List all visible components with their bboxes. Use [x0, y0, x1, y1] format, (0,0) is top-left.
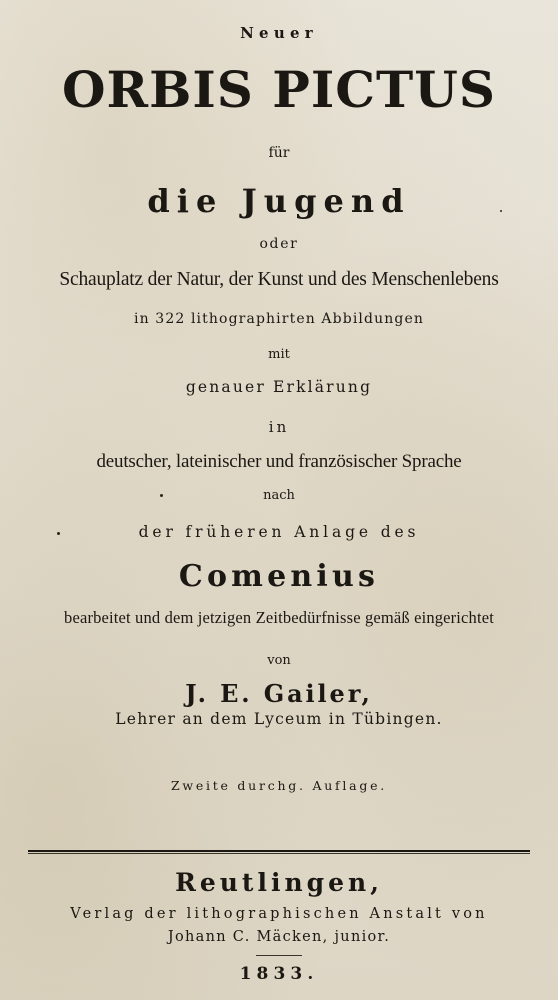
nach-line: nach: [263, 488, 295, 503]
paper-speck: [160, 494, 163, 497]
paper-speck: [57, 532, 60, 535]
imprint-publisher: Verlag der lithographischen Anstalt von: [70, 906, 488, 922]
comenius-line: Comenius: [178, 559, 380, 594]
imprint-rule: [28, 850, 530, 852]
languages-line: deutscher, lateinischer und französischer Sprache: [96, 451, 462, 472]
illustrations-line: in 322 lithographirten Abbildungen: [134, 311, 424, 327]
oder-line: oder: [259, 236, 299, 252]
author-role-line: Lehrer an dem Lyceum in Tübingen.: [115, 710, 443, 728]
revised-line: bearbeitet und dem jetzigen Zeitbedürfnisse gemäß eingerichtet: [64, 608, 494, 627]
von-line: von: [267, 653, 291, 668]
imprint-year: 1833.: [239, 964, 319, 984]
author-line: J. E. Gailer,: [185, 679, 373, 708]
in-line: in: [268, 418, 290, 436]
imprint-rule-thin: [28, 853, 530, 854]
imprint-city: Reutlingen,: [175, 868, 383, 897]
mit-line: mit: [268, 347, 290, 362]
year-rule: [256, 955, 302, 956]
subtitle-line: Schauplatz der Natur, der Kunst und des Menschenlebens: [59, 269, 499, 290]
paper-speck: [500, 210, 502, 212]
main-title: ORBIS PICTUS: [62, 60, 496, 119]
earlier-line: der früheren Anlage des: [138, 523, 420, 541]
edition-line: Zweite durchg. Auflage.: [171, 778, 387, 793]
fuer-line: für: [268, 145, 290, 161]
explanation-line: genauer Erklärung: [185, 378, 373, 396]
imprint-publisher-name: Johann C. Mäcken, junior.: [167, 929, 391, 945]
neuer-line: Neuer: [240, 24, 318, 42]
audience-line: die Jugend: [147, 182, 411, 220]
